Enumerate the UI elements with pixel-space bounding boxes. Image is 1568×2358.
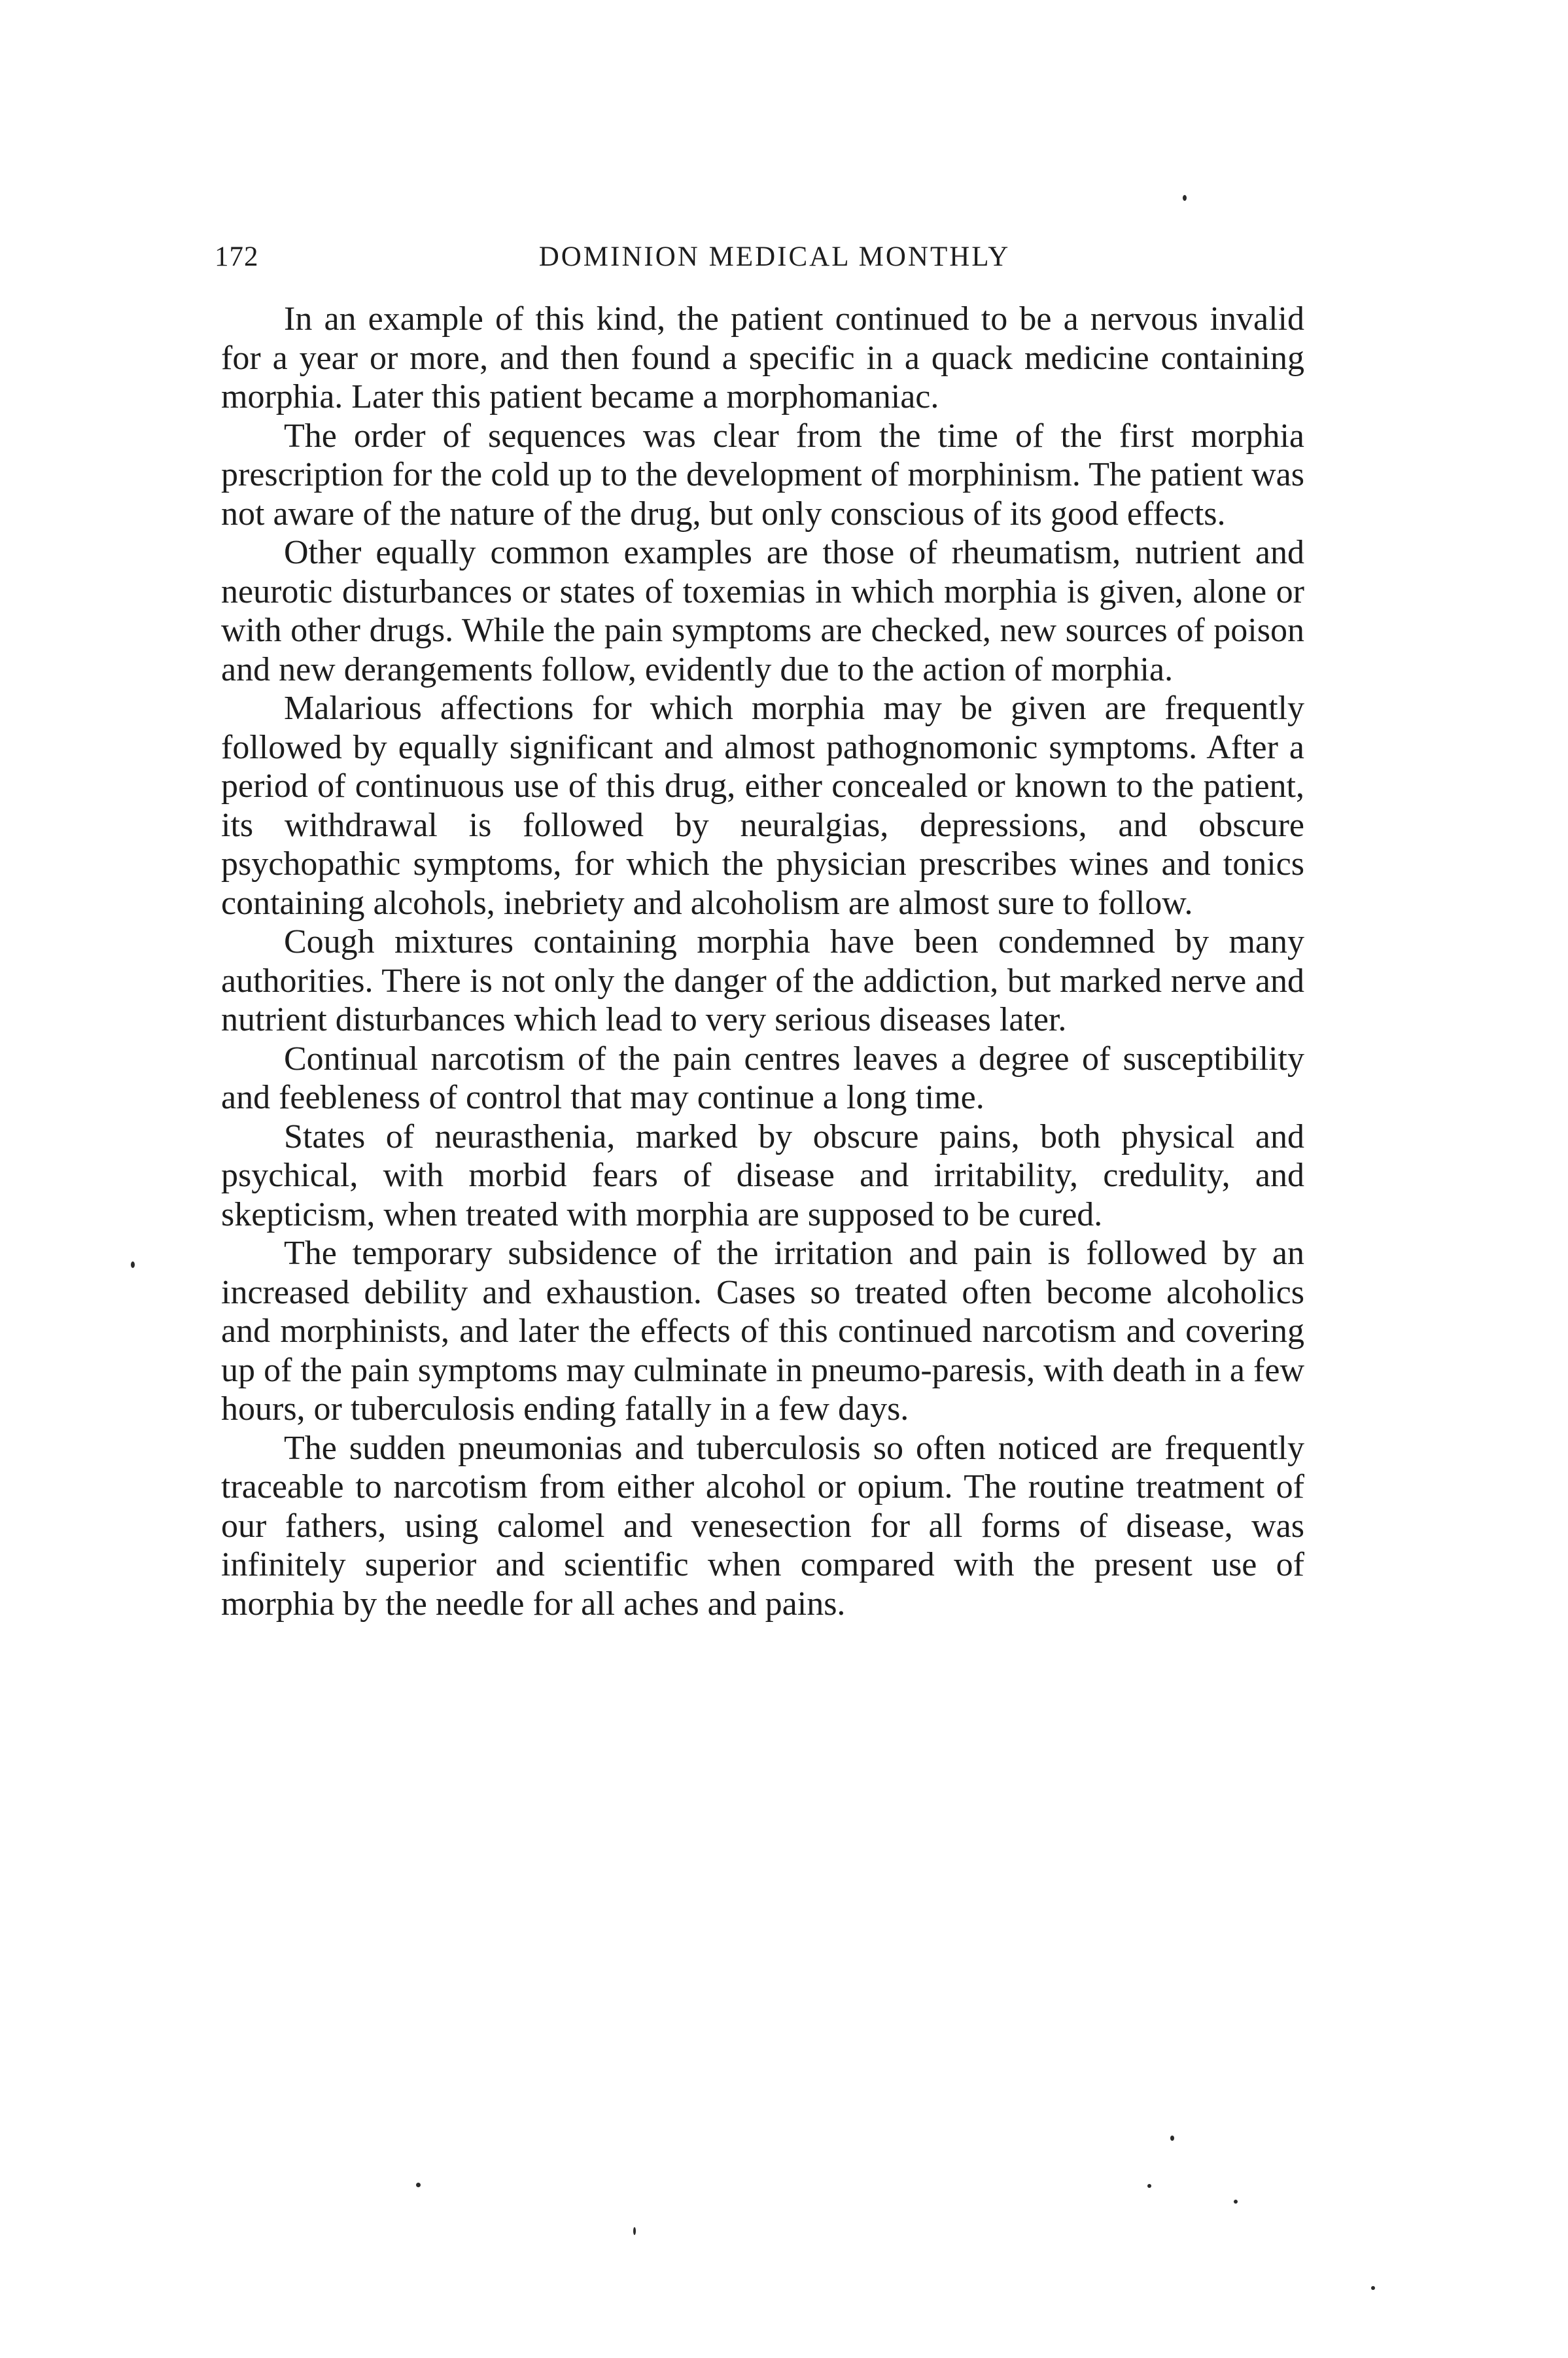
scan-speck bbox=[1371, 2286, 1375, 2290]
page-header bbox=[215, 234, 1308, 280]
page-number: 172 bbox=[215, 241, 259, 272]
scan-speck bbox=[633, 2227, 636, 2235]
scan-speck bbox=[416, 2183, 421, 2187]
paragraph: The order of sequences was clear from the time of the first morphia prescription for the cold up to the development of morphinism. The patient was not aware of the nature of the drug, but only conscious of its good effects. bbox=[221, 417, 1304, 533]
paragraph: Other equally common examples are those of rheumatism, nutrient and neurotic disturbances or states of toxemias in which morphia is given, alone or with other drugs. While the pain symptoms are checked, new sources of poison and new derangements follow, evidently due to the action of morphia. bbox=[221, 534, 1304, 688]
article-body bbox=[221, 300, 1304, 1623]
scan-speck bbox=[1183, 195, 1187, 201]
scan-speck bbox=[1147, 2184, 1151, 2188]
paragraph: Continual narcotism of the pain centres leaves a degree of susceptibility and feebleness of control that may continue a long time. bbox=[221, 1040, 1304, 1116]
paragraph: In an example of this kind, the patient continued to be a nervous invalid for a year or more, and then found a specific in a quack medicine containing morphia. Later this patient became a morphomaniac. bbox=[221, 300, 1304, 415]
running-title: DOMINION MEDICAL MONTHLY bbox=[538, 241, 1011, 272]
paragraph: Malarious affections for which morphia may be given are frequently followed by equally significant and almost pathognomonic symptoms. After a period of continuous use of this drug, either concealed or known to the patient, its withdrawal is followed by neuralgias, depressions, and obscure psychopathic symptoms, for which the physician prescribes wines and tonics containing alcohols, inebriety and alcoholism are almost sure to follow. bbox=[221, 690, 1304, 922]
paragraph: The sudden pneumonias and tuberculosis so often noticed are frequently traceable to narcotism from either alcohol or opium. The routine treatment of our fathers, using calomel and venesection for all forms of disease, was infinitely superior and scientific when compared with the present use of morphia by the needle for all aches and pains. bbox=[221, 1429, 1304, 1623]
paragraph: States of neurasthenia, marked by obscure pains, both physical and psychical, with morbid fears of disease and irritability, credulity, and skepticism, when treated with morphia are supposed to be cured. bbox=[221, 1117, 1304, 1233]
paragraph: The temporary subsidence of the irritation and pain is followed by an increased debility and exhaustion. Cases so treated often become alcoholics and morphinists, and later the effects of this continued narcotism and covering up of the pain symptoms may culminate in pneumo-paresis, with death in a few hours, or tuberculosis ending fatally in a few days. bbox=[221, 1235, 1304, 1428]
scan-speck bbox=[131, 1261, 135, 1268]
scan-speck bbox=[1170, 2136, 1174, 2141]
scan-speck bbox=[1234, 2200, 1238, 2204]
paragraph: Cough mixtures containing morphia have been condemned by many authorities. There is not only the danger of the addiction, but marked nerve and nutrient disturbances which lead to very serious diseases later. bbox=[221, 923, 1304, 1038]
